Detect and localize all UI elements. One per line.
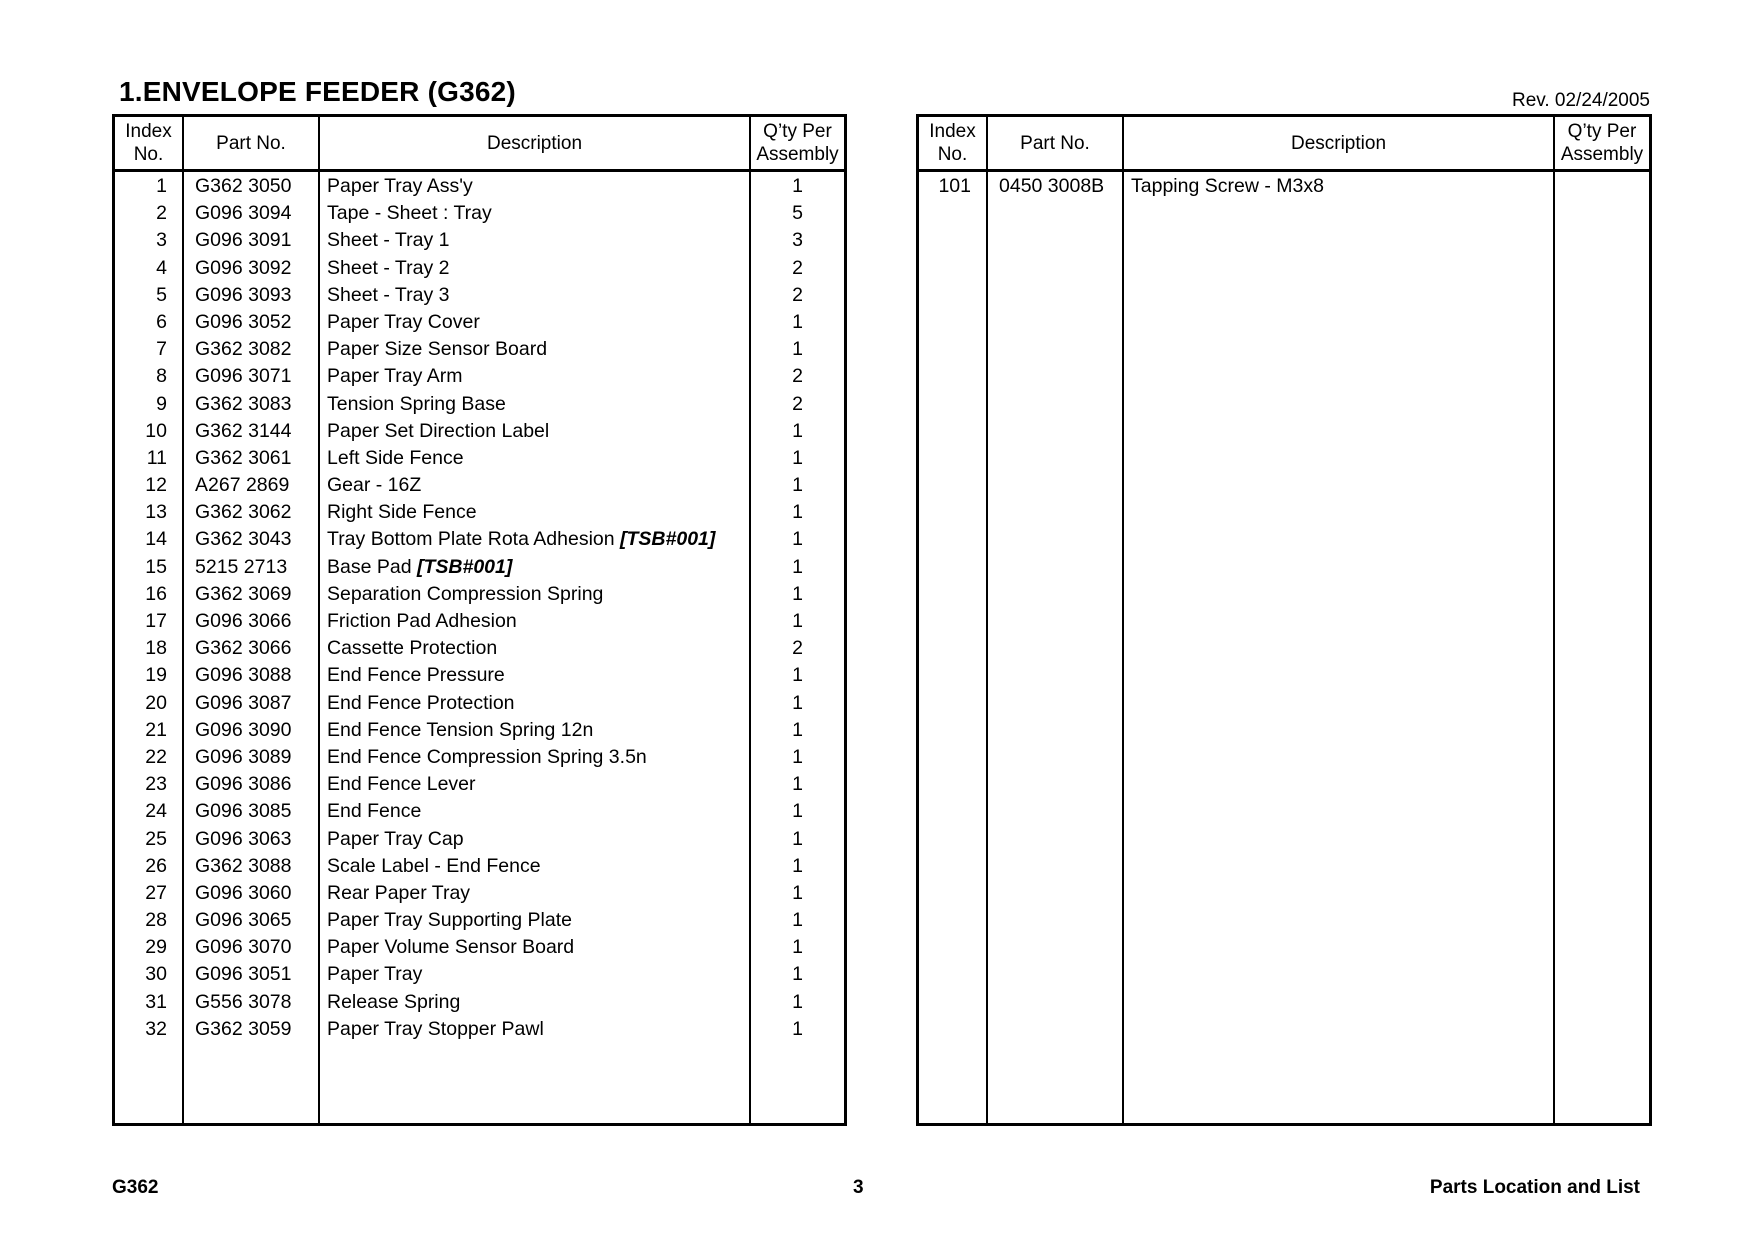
table-row	[115, 581, 844, 608]
description-text: Tray Bottom Plate Rota Adhesion	[327, 528, 621, 551]
header-qty: Q’ty Per Assembly	[756, 121, 839, 165]
qty-cell: 1	[792, 773, 803, 796]
index-no-cell: 2	[156, 202, 167, 225]
index-no-cell: 32	[145, 1017, 167, 1040]
index-no-cell: 3	[156, 229, 167, 252]
description-cell	[327, 662, 505, 689]
table-row	[919, 173, 1649, 200]
parts-table-right	[916, 114, 1652, 1126]
table-row	[115, 554, 844, 581]
index-no-cell: 10	[145, 419, 167, 442]
table-row	[115, 717, 844, 744]
part-no-cell: G096 3066	[195, 610, 292, 632]
table-row	[115, 336, 844, 363]
qty-cell: 1	[792, 800, 803, 823]
part-no-cell: G362 3059	[195, 1017, 292, 1040]
table-body	[115, 173, 844, 1043]
part-no-cell: G096 3060	[195, 881, 292, 904]
header-part-no: Part No.	[216, 132, 286, 154]
table-row	[115, 499, 844, 526]
description-cell	[327, 499, 477, 526]
description-cell	[327, 934, 574, 961]
description-text: Paper Tray Supporting Plate	[327, 909, 572, 932]
header-part-no: Part No.	[1020, 132, 1090, 154]
description-cell	[327, 798, 421, 825]
part-no-cell: G096 3086	[195, 773, 292, 796]
qty-cell: 1	[792, 555, 803, 578]
part-no-cell: G096 3051	[195, 963, 292, 986]
table-row	[115, 934, 844, 961]
index-no-cell: 17	[145, 610, 167, 632]
part-no-cell: G096 3090	[195, 718, 292, 741]
column-divider	[1122, 117, 1124, 1123]
table-row	[115, 771, 844, 798]
description-cell	[327, 554, 512, 581]
index-no-cell: 7	[156, 338, 167, 361]
column-divider	[1553, 117, 1555, 1123]
part-no-cell: G096 3085	[195, 800, 292, 823]
table-row	[115, 744, 844, 771]
index-no-cell: 101	[938, 175, 971, 197]
parts-table-left	[112, 114, 847, 1126]
description-text: End Fence Compression Spring 3.5n	[327, 745, 647, 768]
qty-cell: 1	[792, 610, 803, 632]
part-no-cell: G362 3066	[195, 637, 292, 660]
description-text: Paper Tray Cap	[327, 827, 464, 850]
description-text: Gear - 16Z	[327, 474, 422, 497]
index-no-cell: 5	[156, 283, 167, 306]
description-cell	[327, 771, 476, 798]
qty-cell: 1	[792, 1017, 803, 1040]
qty-cell: 1	[792, 963, 803, 986]
description-cell	[327, 826, 464, 853]
description-text: Cassette Protection	[327, 637, 498, 660]
table-row	[115, 880, 844, 907]
description-cell	[327, 526, 715, 553]
description-cell	[327, 173, 473, 200]
part-no-cell: G362 3088	[195, 854, 292, 877]
description-text: Sheet - Tray 3	[327, 283, 450, 306]
description-text: Paper Tray Ass'y	[327, 175, 473, 197]
qty-cell: 1	[792, 827, 803, 850]
header-description: Description	[1290, 132, 1387, 154]
table-row	[115, 526, 844, 553]
index-no-cell: 25	[145, 827, 167, 850]
description-cell	[327, 418, 549, 445]
part-no-cell: G096 3065	[195, 909, 292, 932]
description-text: Release Spring	[327, 990, 461, 1013]
table-row	[115, 853, 844, 880]
table-row	[115, 255, 844, 282]
description-cell	[327, 717, 593, 744]
qty-cell: 1	[792, 854, 803, 877]
description-cell	[327, 1016, 544, 1043]
qty-cell: 1	[792, 990, 803, 1013]
description-text: Paper Tray	[327, 963, 423, 986]
part-no-cell: G362 3144	[195, 419, 292, 442]
qty-cell: 1	[792, 691, 803, 714]
index-no-cell: 28	[145, 909, 167, 932]
description-cell	[327, 227, 449, 254]
tsb-reference: [TSB#001]	[416, 555, 513, 578]
index-no-cell: 15	[145, 555, 167, 578]
table-row	[115, 472, 844, 499]
qty-cell: 1	[792, 909, 803, 932]
description-text: Paper Tray Stopper Pawl	[327, 1017, 544, 1040]
table-header	[115, 117, 844, 172]
part-no-cell: G096 3088	[195, 664, 292, 687]
description-text: Tapping Screw - M3x8	[1131, 175, 1324, 197]
description-cell	[327, 445, 464, 472]
table-row	[115, 635, 844, 662]
table-row	[115, 309, 844, 336]
description-text: Friction Pad Adhesion	[327, 610, 517, 632]
footer-page-number: 3	[853, 1177, 864, 1198]
index-no-cell: 16	[145, 582, 167, 605]
qty-cell: 1	[792, 881, 803, 904]
qty-cell: 1	[792, 528, 803, 551]
table-row	[115, 282, 844, 309]
part-no-cell: G362 3062	[195, 501, 292, 524]
part-no-cell: G096 3091	[195, 229, 292, 252]
index-no-cell: 18	[145, 637, 167, 660]
qty-cell: 2	[792, 365, 803, 388]
description-cell	[327, 690, 515, 717]
description-cell	[327, 391, 506, 418]
description-cell	[327, 989, 460, 1016]
index-no-cell: 24	[145, 800, 167, 823]
index-no-cell: 20	[145, 691, 167, 714]
part-no-cell: G096 3089	[195, 745, 292, 768]
part-no-cell: G096 3094	[195, 202, 292, 225]
table-row	[115, 608, 844, 635]
table-row	[115, 690, 844, 717]
part-no-cell: G362 3069	[195, 582, 292, 605]
table-header	[919, 117, 1649, 172]
description-cell	[327, 853, 541, 880]
part-no-cell: G096 3070	[195, 936, 292, 959]
description-text: End Fence Lever	[327, 773, 476, 796]
qty-cell: 5	[792, 202, 803, 225]
tsb-reference: [TSB#001]	[620, 528, 716, 551]
table-row	[115, 445, 844, 472]
description-text: Tape - Sheet : Tray	[327, 202, 492, 225]
description-text: Paper Volume Sensor Board	[327, 936, 575, 959]
description-text: Paper Tray Cover	[327, 310, 480, 333]
description-cell	[327, 608, 517, 635]
table-row	[115, 173, 844, 200]
table-row	[115, 227, 844, 254]
description-cell	[327, 961, 422, 988]
table-row	[115, 1016, 844, 1043]
qty-cell: 1	[792, 338, 803, 361]
part-no-cell: G362 3050	[195, 175, 292, 197]
description-text: End Fence Tension Spring 12n	[327, 718, 594, 741]
description-text: Paper Tray Arm	[327, 365, 463, 388]
table-row	[115, 200, 844, 227]
part-no-cell: 0450 3008B	[999, 175, 1105, 197]
part-no-cell: G096 3063	[195, 827, 292, 850]
description-cell	[327, 907, 572, 934]
table-row	[115, 989, 844, 1016]
description-text: Tension Spring Base	[327, 392, 506, 415]
qty-cell: 2	[792, 283, 803, 306]
part-no-cell: G362 3083	[195, 392, 292, 415]
page-title: 1.ENVELOPE FEEDER (G362)	[119, 76, 516, 107]
revision-date: Rev. 02/24/2005	[1511, 90, 1650, 111]
part-no-cell: G096 3087	[195, 691, 292, 714]
description-cell	[327, 635, 497, 662]
qty-cell: 1	[792, 310, 803, 333]
qty-cell: 1	[792, 936, 803, 959]
index-no-cell: 6	[156, 310, 167, 333]
description-cell	[327, 880, 470, 907]
qty-cell: 1	[792, 664, 803, 687]
part-no-cell: G096 3052	[195, 310, 292, 333]
part-no-cell: G556 3078	[195, 990, 292, 1013]
description-cell	[327, 472, 421, 499]
qty-cell: 2	[792, 256, 803, 279]
description-text: Separation Compression Spring	[327, 582, 604, 605]
footer-model: G362	[112, 1177, 159, 1198]
description-text: Sheet - Tray 1	[327, 229, 450, 252]
part-no-cell: 5215 2713	[195, 555, 288, 578]
index-no-cell: 13	[145, 501, 167, 524]
table-body	[919, 173, 1649, 200]
qty-cell: 1	[792, 718, 803, 741]
description-text: Paper Set Direction Label	[327, 419, 550, 442]
qty-cell: 1	[792, 474, 803, 497]
table-row	[115, 391, 844, 418]
header-index-no: Index No.	[125, 121, 172, 165]
qty-cell: 1	[792, 446, 803, 469]
qty-cell: 1	[792, 175, 803, 197]
part-no-cell: G362 3082	[195, 338, 292, 361]
description-cell	[327, 363, 462, 390]
header-qty: Q’ty Per Assembly	[1560, 121, 1644, 165]
qty-cell: 1	[792, 501, 803, 524]
description-cell	[327, 336, 547, 363]
index-no-cell: 23	[145, 773, 167, 796]
table-row	[115, 961, 844, 988]
index-no-cell: 8	[156, 365, 167, 388]
description-cell	[327, 200, 492, 227]
index-no-cell: 30	[145, 963, 167, 986]
description-text: End Fence	[327, 800, 422, 823]
index-no-cell: 22	[145, 745, 167, 768]
table-row	[115, 662, 844, 689]
part-no-cell: A267 2869	[195, 474, 290, 497]
index-no-cell: 26	[145, 854, 167, 877]
column-divider	[986, 117, 988, 1123]
qty-cell: 2	[792, 392, 803, 415]
index-no-cell: 14	[145, 528, 167, 551]
qty-cell: 1	[792, 419, 803, 442]
description-text: Base Pad	[327, 555, 417, 578]
index-no-cell: 29	[145, 936, 167, 959]
description-cell	[327, 581, 603, 608]
description-cell	[327, 255, 449, 282]
description-cell	[327, 282, 449, 309]
qty-cell: 3	[792, 229, 803, 252]
description-text: End Fence Protection	[327, 691, 515, 714]
index-no-cell: 12	[145, 474, 167, 497]
part-no-cell: G096 3071	[195, 365, 292, 388]
index-no-cell: 27	[145, 881, 167, 904]
description-text: Rear Paper Tray	[327, 881, 471, 904]
index-no-cell: 21	[145, 718, 167, 741]
table-row	[115, 363, 844, 390]
part-no-cell: G362 3043	[195, 528, 292, 551]
description-cell	[327, 309, 480, 336]
part-no-cell: G096 3092	[195, 256, 292, 279]
index-no-cell: 11	[146, 446, 167, 469]
index-no-cell: 19	[145, 664, 167, 687]
table-row	[115, 907, 844, 934]
index-no-cell: 9	[156, 392, 167, 415]
part-no-cell: G362 3061	[195, 446, 292, 469]
description-text: Scale Label - End Fence	[327, 854, 541, 877]
description-cell	[1131, 173, 1324, 200]
footer-section-name: Parts Location and List	[1429, 1177, 1640, 1198]
table-row	[115, 826, 844, 853]
description-text: Right Side Fence	[327, 501, 477, 524]
description-text: Left Side Fence	[327, 446, 464, 469]
table-row	[115, 798, 844, 825]
part-no-cell: G096 3093	[195, 283, 292, 306]
index-no-cell: 4	[156, 256, 167, 279]
qty-cell: 2	[792, 637, 803, 660]
header-index-no: Index No.	[929, 121, 976, 165]
qty-cell: 1	[792, 745, 803, 768]
description-cell	[327, 744, 647, 771]
index-no-cell: 31	[145, 990, 167, 1013]
description-text: Sheet - Tray 2	[327, 256, 450, 279]
table-row	[115, 418, 844, 445]
qty-cell: 1	[792, 582, 803, 605]
description-text: End Fence Pressure	[327, 664, 505, 687]
description-text: Paper Size Sensor Board	[327, 338, 548, 361]
index-no-cell: 1	[156, 175, 167, 197]
header-description: Description	[486, 132, 583, 154]
